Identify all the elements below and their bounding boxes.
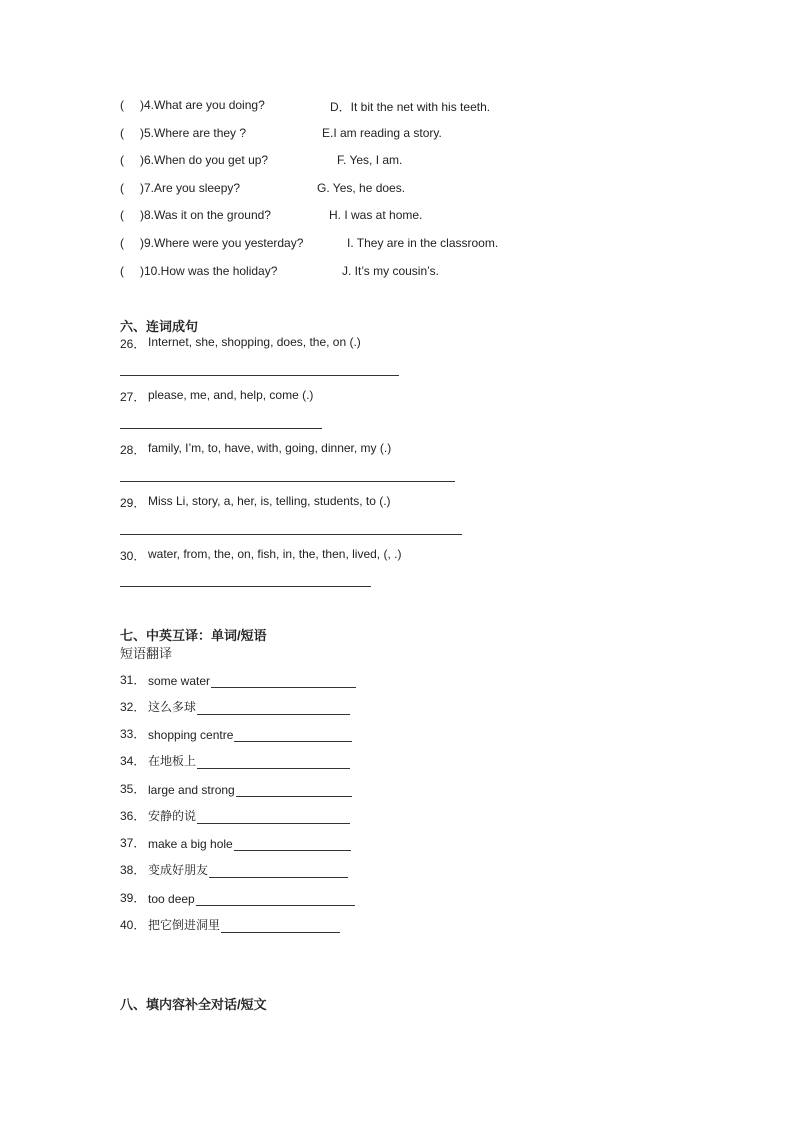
translation-row <box>120 916 340 933</box>
answer-bracket[interactable]: ( <box>120 153 124 167</box>
question-text: )5.Where are they ? <box>140 126 247 140</box>
translation-prompt: 安静的说 <box>148 809 197 823</box>
item-number: 38． <box>120 863 146 877</box>
answer-option: I. They are in the classroom. <box>347 236 499 250</box>
item-number: 35． <box>120 782 146 796</box>
answer-bracket[interactable]: ( <box>120 98 124 112</box>
answer-line[interactable] <box>120 534 462 535</box>
question-text: )10.How was the holiday? <box>140 264 278 278</box>
answer-option: F. Yes, I am. <box>337 153 403 167</box>
translation-row <box>120 780 352 797</box>
answer-bracket[interactable]: ( <box>120 264 124 278</box>
section-6-title: 六、连词成句 <box>120 319 199 334</box>
translation-prompt: make a big hole <box>148 837 233 851</box>
word-list: water, from, the, on, fish, in, the, then, lived, (, .) <box>148 547 402 561</box>
answer-line[interactable] <box>120 481 455 482</box>
translation-prompt: some water <box>148 674 211 688</box>
translation-prompt: shopping centre <box>148 728 234 742</box>
answer-option: H. I was at home. <box>329 208 423 222</box>
answer-bracket[interactable]: ( <box>120 208 124 222</box>
question-text: )9.Where were you yesterday? <box>140 236 304 250</box>
answer-option: G. Yes, he does. <box>317 181 406 195</box>
answer-blank[interactable] <box>197 809 350 824</box>
item-number: 27． <box>120 390 146 404</box>
translation-prompt: 在地板上 <box>148 754 197 768</box>
translation-row <box>120 725 352 742</box>
word-list: Internet, she, shopping, does, the, on (.) <box>148 335 361 349</box>
answer-line[interactable] <box>120 428 322 429</box>
translation-prompt: large and strong <box>148 783 235 797</box>
answer-bracket[interactable]: ( <box>120 236 124 250</box>
item-number: 30． <box>120 549 146 563</box>
translation-row <box>120 671 356 688</box>
answer-blank[interactable] <box>236 782 352 797</box>
item-number: 36． <box>120 809 146 823</box>
translation-row <box>120 834 351 851</box>
translation-prompt: too deep <box>148 892 195 906</box>
item-number: 39． <box>120 891 146 905</box>
section-8-title: 八、填内容补全对话/短文 <box>120 997 267 1012</box>
translation-row <box>120 807 350 824</box>
item-number: 31． <box>120 673 146 687</box>
question-text: )4.What are you doing? <box>140 98 265 112</box>
item-number: 33． <box>120 727 146 741</box>
question-text: )6.When do you get up? <box>140 153 269 167</box>
section-7-title: 七、中英互译：单词/短语 <box>120 628 267 643</box>
answer-blank[interactable] <box>221 918 340 933</box>
item-number: 26． <box>120 337 146 351</box>
translation-row <box>120 861 348 878</box>
item-number: 28． <box>120 443 146 457</box>
word-list: please, me, and, help, come (.) <box>148 388 314 402</box>
answer-blank[interactable] <box>209 863 348 878</box>
question-text: )8.Was it on the ground? <box>140 208 271 222</box>
answer-option: E.I am reading a story. <box>322 126 442 140</box>
word-list: family, I’m, to, have, with, going, dinner, my (.) <box>148 441 392 455</box>
section-7-subtitle: 短语翻译 <box>120 646 173 661</box>
translation-row <box>120 698 350 715</box>
answer-blank[interactable] <box>197 700 350 715</box>
item-number: 37． <box>120 836 146 850</box>
translation-prompt: 把它倒进洞里 <box>148 918 221 932</box>
translation-prompt: 这么多球 <box>148 700 197 714</box>
answer-blank[interactable] <box>197 754 350 769</box>
answer-blank[interactable] <box>234 836 351 851</box>
translation-row <box>120 752 350 769</box>
answer-blank[interactable] <box>234 727 352 742</box>
item-number: 40． <box>120 918 146 932</box>
answer-bracket[interactable]: ( <box>120 126 124 140</box>
translation-prompt: 变成好朋友 <box>148 863 209 877</box>
item-number: 29． <box>120 496 146 510</box>
answer-line[interactable] <box>120 375 399 376</box>
answer-option: J. It’s my cousin’s. <box>342 264 439 278</box>
answer-blank[interactable] <box>196 891 355 906</box>
item-number: 32． <box>120 700 146 714</box>
answer-line[interactable] <box>120 586 371 587</box>
answer-blank[interactable] <box>211 673 356 688</box>
answer-option: D．It bit the net with his teeth. <box>330 100 491 114</box>
word-list: Miss Li, story, a, her, is, telling, students, to (.) <box>148 494 391 508</box>
item-number: 34． <box>120 754 146 768</box>
answer-bracket[interactable]: ( <box>120 181 124 195</box>
translation-row <box>120 889 355 906</box>
question-text: )7.Are you sleepy? <box>140 181 241 195</box>
